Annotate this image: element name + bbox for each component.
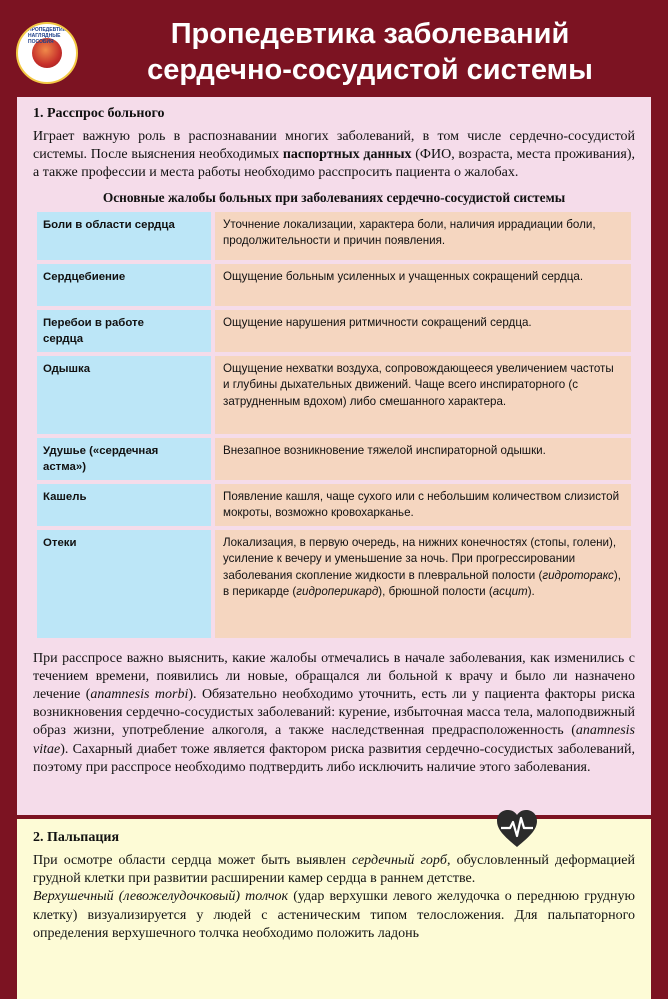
p1-text-b: , обусловленный деформацией грудной клетки при развитии расширении камер сердца в раннем детстве. bbox=[33, 853, 635, 887]
edema-text-b: ), в перикарде ( bbox=[223, 568, 621, 599]
complaint-description: Ощущение нарушения ритмичности сокращений сердца. bbox=[215, 310, 631, 352]
intro-bold: паспортных данных bbox=[282, 147, 412, 163]
section-heading: 1. Расспрос больного bbox=[33, 106, 165, 121]
section-heading: 2. Пальпация bbox=[33, 830, 120, 845]
outro-term-2: anamnesis vitae bbox=[33, 723, 635, 757]
table-row bbox=[37, 356, 631, 434]
p2-text-a: (удар верхушки левого желудочка о переднюю грудную клетку) визуализируется у людей с астеническим типом телосложения. Для пальпаторного определения верхушечного толчка необходимо положить ладонь bbox=[33, 889, 635, 941]
table-row bbox=[37, 310, 631, 352]
edema-term-3: асцит bbox=[492, 585, 528, 599]
complaints-table bbox=[37, 212, 631, 638]
outro-paragraph bbox=[33, 650, 635, 777]
table-row bbox=[37, 264, 631, 306]
header bbox=[0, 0, 668, 98]
edema-text-a: Локализация, в первую очередь, на нижних конечностях (стопы, голени), усиление к вечеру и уменьшение за ночь. При прогрессировании заболевания скопление жидкости в плевральной полости ( bbox=[223, 535, 617, 582]
outro-text-a: При расспросе важно выяснить, какие жалобы отмечались в начале заболевания, как изменились с течением времени, появились ли новые, обращался ли больной к врачу и было ли назначено лечение ( bbox=[33, 650, 635, 703]
complaint-description bbox=[215, 530, 631, 638]
complaint-description: Уточнение локализации, характера боли, наличия иррадиации боли, продолжительности и причин появления. bbox=[215, 212, 631, 260]
complaint-description: Ощущение нехватки воздуха, сопровождающееся увеличением частоты и глубины дыхательных движений. Чаще всего инспираторного (с затрудненным вдохом) либо смешанного характера. bbox=[215, 356, 631, 434]
section-interview bbox=[17, 97, 651, 815]
table-caption: Основные жалобы больных при заболеваниях сердечно-сосудистой системы bbox=[102, 189, 566, 205]
table-row bbox=[37, 438, 631, 480]
outro-term-1: anamnesis morbi bbox=[90, 687, 189, 703]
table-row bbox=[37, 530, 631, 638]
intro-paragraph bbox=[33, 128, 635, 183]
complaint-name: Сердцебиение bbox=[37, 264, 211, 306]
intro-text-b: (ФИО, возраста, места проживания), а также профессии и места работы необходимо расспросить пациента о жалобах. bbox=[33, 147, 636, 181]
outro-text-c: ). Сахарный диабет тоже является фактором риска развития сердечно-сосудистых заболеваний, поэтому при расспросе необходимо подтвердить либо исключить наличие этого заболевания. bbox=[33, 741, 635, 775]
p1-text-a: При осмотре области сердца может быть выявлен bbox=[33, 853, 352, 868]
palpation-paragraph-1 bbox=[33, 852, 635, 888]
section-palpation bbox=[17, 819, 651, 999]
p2-term: Верхушечный (левожелудочковый) толчок bbox=[33, 889, 289, 905]
edema-term-1: гидроторакс bbox=[542, 568, 614, 582]
complaint-name: Боли в области сердца bbox=[37, 212, 211, 260]
logo bbox=[16, 22, 78, 84]
complaint-description: Ощущение больным усиленных и учащенных сокращений сердца. bbox=[215, 264, 631, 306]
edema-term-2: гидроперикард bbox=[296, 585, 379, 599]
complaint-description: Появление кашля, чаще сухого или с небольшим количеством слизистой мокроты, возможно кровохарканье. bbox=[215, 484, 631, 526]
title-line-2: сердечно-сосудистой системы bbox=[147, 54, 593, 86]
logo-text: ПРОПЕДЕВТИКА НАГЛЯДНЫЕ ПОСОБИЯ bbox=[28, 27, 70, 45]
complaint-name: Перебои в работе сердца bbox=[37, 310, 211, 352]
edema-text-d: ). bbox=[527, 585, 535, 599]
p1-term: сердечный горб bbox=[351, 853, 447, 868]
complaint-description: Внезапное возникновение тяжелой инспираторной одышки. bbox=[215, 438, 631, 480]
palpation-paragraph-2 bbox=[33, 888, 635, 943]
heart-pulse-icon bbox=[495, 809, 539, 849]
complaint-name: Кашель bbox=[37, 484, 211, 526]
complaint-name: Отеки bbox=[37, 530, 211, 638]
edema-text-c: ), брюшной полости ( bbox=[378, 585, 493, 599]
page-title bbox=[90, 16, 650, 88]
outro-text-b: ). Обязательно необходимо уточнить, есть ли у пациента факторы риска возникновения сердечно-сосудистых заболеваний: курение, избыточная масса тела, малоподвижный образ жизни, употребление алкоголя, а также наследственная предрасположенность ( bbox=[33, 687, 636, 739]
title-line-1: Пропедевтика заболеваний bbox=[170, 18, 570, 50]
table-row bbox=[37, 484, 631, 526]
complaint-name: Одышка bbox=[37, 356, 211, 434]
intro-text-a: Играет важную роль в распознавании многих заболеваний, в том числе сердечно-сосудистой системы. После выяснения необходимых bbox=[33, 129, 635, 163]
table-row bbox=[37, 212, 631, 260]
complaint-name: Удушье («сердечная астма») bbox=[37, 438, 211, 480]
